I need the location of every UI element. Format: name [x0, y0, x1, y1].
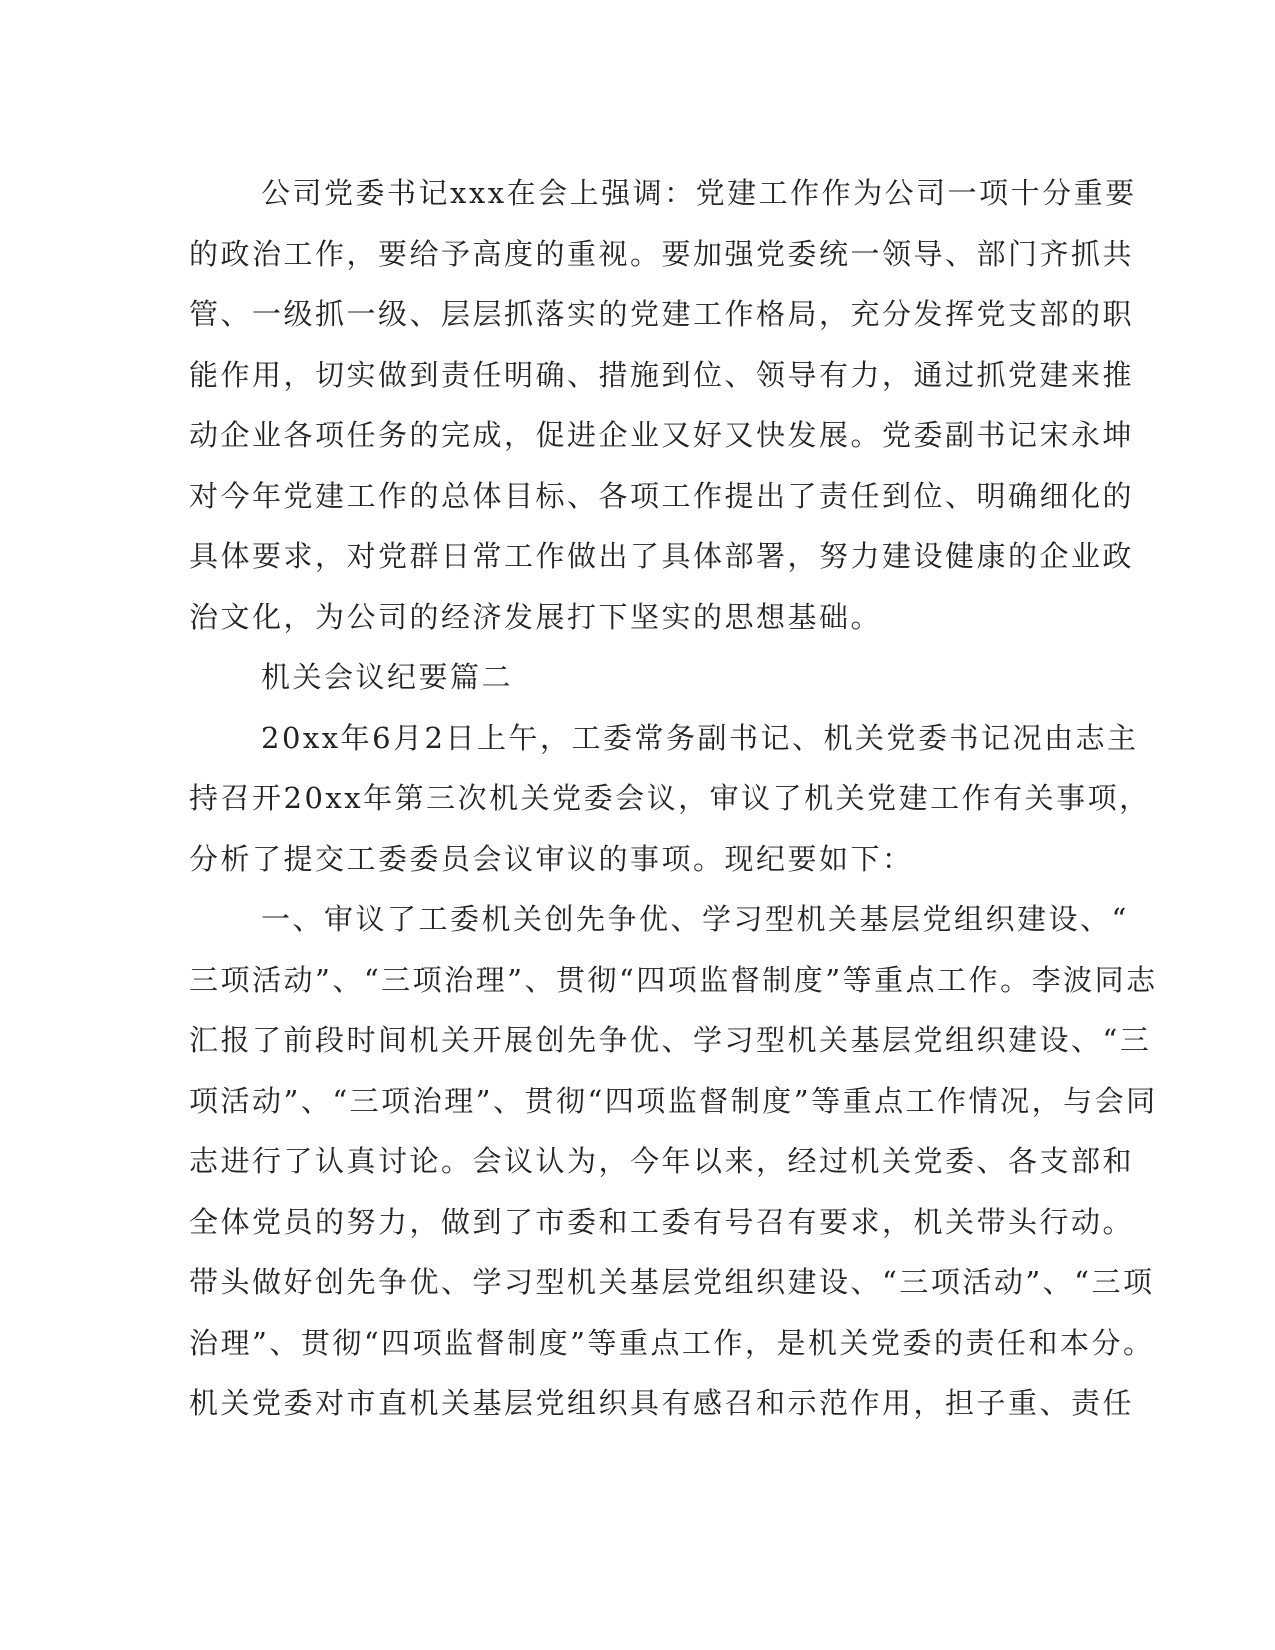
- paragraph-line: 志进行了认真讨论。会议认为，今年以来，经过机关党委、各支部和: [189, 1144, 1135, 1178]
- paragraph-line: 管、一级抓一级、层层抓落实的党建工作格局，充分发挥党支部的职: [189, 297, 1135, 331]
- paragraph-line: 对今年党建工作的总体目标、各项工作提出了责任到位、明确细化的: [189, 478, 1135, 513]
- paragraph-line: 分析了提交工委委员会议审议的事项。现纪要如下：: [189, 841, 914, 876]
- paragraph-line: 带头做好创先争优、学习型机关基层党组织建设、“三项活动”、“三项: [189, 1265, 1155, 1299]
- paragraph-line: 动企业各项任务的完成，促进企业又好又快发展。党委副书记宋永坤: [189, 418, 1135, 452]
- paragraph-line: 公司党委书记xxx在会上强调：党建工作作为公司一项十分重要: [261, 176, 1137, 210]
- paragraph-line: 具体要求，对党群日常工作做出了具体部署，努力建设健康的企业政: [189, 539, 1135, 573]
- paragraph-line: 治文化，为公司的经济发展打下坚实的思想基础。: [189, 599, 883, 634]
- paragraph-line: 全体党员的努力，做到了市委和工委有号召有要求，机关带头行动。: [189, 1204, 1135, 1239]
- paragraph-line: 能作用，切实做到责任明确、措施到位、领导有力，通过抓党建来推: [189, 357, 1135, 392]
- paragraph-line: 一、审议了工委机关创先争优、学习型机关基层党组织建设、“: [261, 902, 1129, 936]
- document-body: [189, 163, 1158, 1434]
- paragraph-line: 项活动”、“三项治理”、贯彻“四项监督制度”等重点工作情况，与会同: [189, 1083, 1158, 1118]
- paragraph-line: 20xx年6月2日上午，工委常务副书记、机关党委书记况由志主: [261, 720, 1139, 755]
- section-title: 机关会议纪要篇二: [261, 660, 514, 694]
- paragraph-line: 治理”、贯彻“四项监督制度”等重点工作，是机关党委的责任和本分。: [189, 1325, 1155, 1360]
- paragraph-line: 三项活动”、“三项治理”、贯彻“四项监督制度”等重点工作。李波同志: [189, 962, 1158, 997]
- paragraph-line: 汇报了前段时间机关开展创先争优、学习型机关基层党组织建设、“三: [189, 1023, 1152, 1057]
- paragraph-line: 机关党委对市直机关基层党组织具有感召和示范作用，担子重、责任: [189, 1386, 1135, 1420]
- paragraph-line: 的政治工作，要给予高度的重视。要加强党委统一领导、部门齐抓共: [189, 236, 1135, 271]
- paragraph-line: 持召开20xx年第三次机关党委会议，审议了机关党建工作有关事项，: [189, 781, 1151, 815]
